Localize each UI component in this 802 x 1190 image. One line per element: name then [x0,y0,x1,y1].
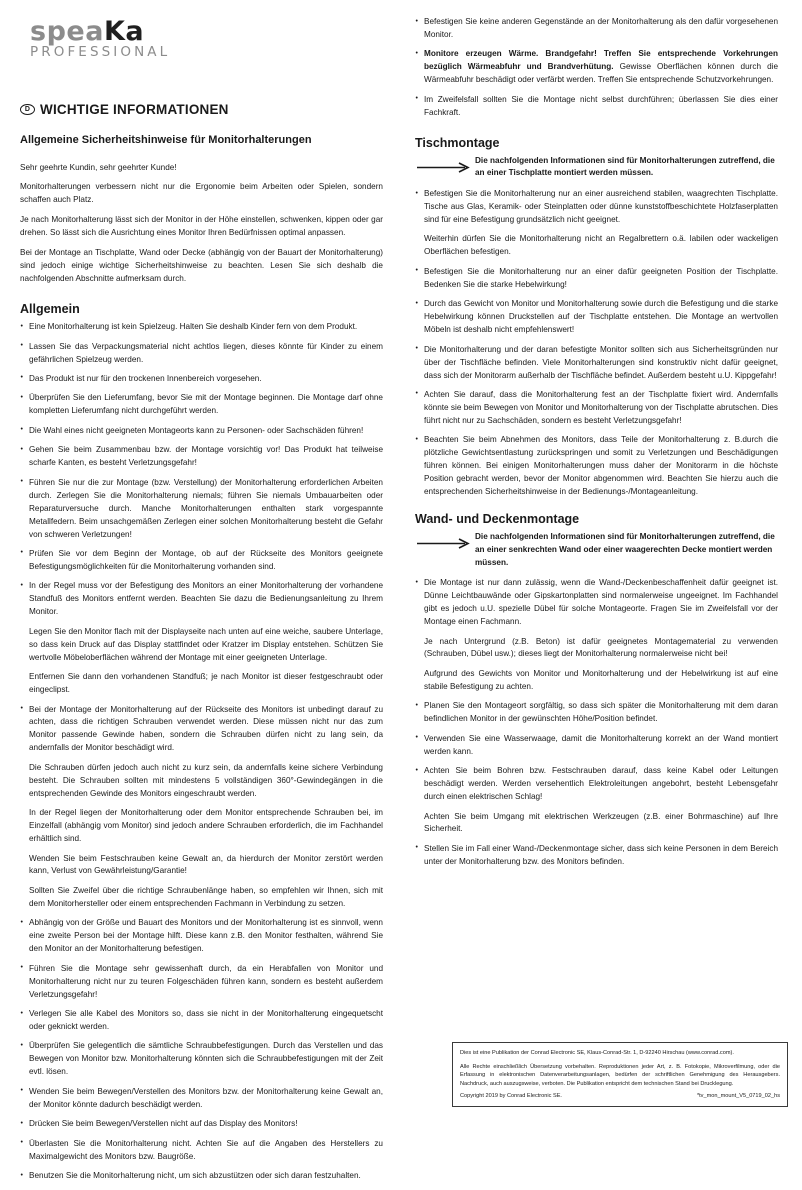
list-item: • Überlasten Sie die Monitorhalterung nicht. Achten Sie auf die Angaben des Herstellers zu Maximalgewicht des Monitors bzw. Baugröße. [20,1138,383,1164]
allgemein-bullet-list [20,321,383,1183]
wandmontage-callout-text: Die nachfolgenden Informationen sind für Monitorhalterungen zutreffend, die an einer senkrechten Wand oder einer waagerechten Decke montiert werden müssen. [475,532,775,567]
arrow-right-icon [417,155,473,178]
intro-paragraph: Monitorhalterungen verbessern nicht nur die Ergonomie beim Arbeiten oder Spielen, sondern schaffen auch Platz. [20,182,383,205]
logo-wordmark [30,18,383,45]
list-item-subparagraph: Die Schrauben dürfen jedoch auch nicht zu kurz sein, da andernfalls keine sichere Verbindung besteht. Die Schrauben sollten mit mindestens 5 vollständigen 360°-Gewindegängen in die entsprechenden Gewinde des Monitors eingeschraubt werden. [29,762,383,798]
list-item-subparagraph: Wenden Sie beim Festschrauben keine Gewalt an, da hierdurch der Monitor zerstört werden kann, Verlust von Gewährleistung/Garantie! [29,853,383,876]
list-item: • Verlegen Sie alle Kabel des Monitors so, dass sie nicht in der Monitorhalterung eingequetscht oder geknickt werden. [20,1008,383,1034]
list-item: • Achten Sie darauf, dass die Monitorhalterung fest an der Tischplatte fixiert wird. Andernfalls könnte sie beim Bewegen von Monitor und Monitorhalterung von der Tischplatte abrutschen. Dies führt nicht nur zu Sachschäden, sondern es besteht Verletzungsgefahr! [415,389,778,428]
tischmontage-callout-text: Die nachfolgenden Informationen sind für Monitorhalterungen zutreffend, die an einer Tischplatte montiert werden müssen. [475,155,775,178]
list-item: • Monitore erzeugen Wärme. Brandgefahr! Treffen Sie entsprechende Vorkehrungen bezüglich Wärmeabfuhr und Brandverhütung. Gewisse Oberflächen können durch die Wärmeabfuhr beschädigt oder verfärbt werden. Treffen Sie entsprechende Schutzvorkehrungen. [415,48,778,87]
list-item: • Führen Sie nur die zur Montage (bzw. Verstellung) der Monitorhalterung erforderlichen Arbeiten durch. Zerlegen Sie die Monitorhalterung niemals; führen Sie niemals Umbauarbeiten oder Reparaturversuche durch. Manche Monitorhalterungen enthalten stark vorgespannte Metallfedern. Beim unsachgemäßen Zerlegen einer solchen Monitorhalterung besteht die Gefahr von schweren Verletzungen! [20,477,383,542]
list-item-subparagraph: Entfernen Sie dann den vorhandenen Standfuß; je nach Monitor ist dieser festgeschraubt oder eingeclipst. [29,672,383,695]
list-item: • Gehen Sie beim Zusammenbau bzw. der Montage vorsichtig vor! Das Produkt hat teilweise scharfe Kanten, es besteht Verletzungsgefahr! [20,444,383,470]
logo-subtext: PROFESSIONAL [30,44,171,60]
left-column [12,16,391,1190]
page-title-text: WICHTIGE INFORMATIONEN [40,101,229,117]
list-item: • Überprüfen Sie den Lieferumfang, bevor Sie mit der Montage beginnen. Die Montage darf ohne kompletten Lieferumfang nicht durchgeführt werden. [20,392,383,418]
list-item: • Wenden Sie beim Bewegen/Verstellen des Monitors bzw. der Monitorhalterung keine Gewalt an, der Monitor könnte dadurch beschädigt werden. [20,1086,383,1112]
list-item: • Achten Sie beim Bohren bzw. Festschrauben darauf, dass keine Kabel oder Leitungen beschädigt werden. Werden versehentlich Elektroleitungen angebohrt, besteht Lebensgefahr durch einen elektrischen Schlag! Achten Sie beim Umgang mit elektrischen Werkzeugen (z.B. einer Bohrmaschine) auf Ihre Sicherheit. [415,765,778,836]
list-item: • Befestigen Sie die Monitorhalterung nur an einer dafür geeigneten Position der Tischplatte. Bedenken Sie die starke Hebelwirkung! [415,266,778,292]
list-item-subparagraph: Legen Sie den Monitor flach mit der Displayseite nach unten auf eine weiche, saubere Unterlage, so dass kein Druck auf das Display stattfindet oder Kratzer im Display entstehen. Schützen Sie wertvolle Möbeloberflächen während der Montage mit einer geeigneten Unterlage. [29,626,383,662]
logo-text-primary: spea [30,16,104,47]
list-item: • Drücken Sie beim Bewegen/Verstellen nicht auf das Display des Monitors! [20,1118,383,1131]
list-item-subparagraph: Sollten Sie Zweifel über die richtige Schraubenlänge haben, so empfehlen wir Ihnen, sich mit dem Monitorhersteller oder einem entsprechenden Fachmann in Verbindung zu setzen. [29,885,383,908]
list-item: • Die Wahl eines nicht geeigneten Montageorts kann zu Personen- oder Sachschäden führen! [20,425,383,438]
page-title [20,102,383,117]
wandmontage-bullet-list [415,577,778,869]
page-subtitle: Allgemeine Sicherheitshinweise für Monitorhalterungen [20,133,312,146]
list-item-subparagraph: Aufgrund des Gewichts von Monitor und Monitorhalterung und der Hebelwirkung ist auf eine stabile Befestigung zu achten. [424,668,778,691]
list-item: • Lassen Sie das Verpackungsmaterial nicht achtlos liegen, dieses könnte für Kinder zu einem gefährlichen Spielzeug werden. [20,341,383,367]
list-item: • Verwenden Sie eine Wasserwaage, damit die Monitorhalterung korrekt an der Wand montiert werden kann. [415,733,778,759]
list-item: • Beachten Sie beim Abnehmen des Monitors, dass Teile der Monitorhalterung z. B.durch die plötzliche Gewichtsentlastung zurückspringen und somit zu Verletzungen und Beschädigungen führen können. Bei einigen Monitorhalterungen muss daher der Monitorarm in die höchste Position gebracht werden, bevor der Monitor abgenommen wird. Beachten Sie hierzu auch die entsprechenden Sicherheitshinweise in der Bedienungs-/Montageanleitung. [415,434,778,499]
brand-logo [30,18,383,60]
logo-text-accent: Ka [103,16,145,47]
intro-paragraph: Bei der Montage an Tischplatte, Wand oder Decke (abhängig von der Bauart der Monitorhalterung) sind jedoch einige wichtige Sicherheitshinweise zu beachten. Lesen Sie sich deshalb die nachfolgenden Abschnitte aufmerksam durch. [20,248,383,284]
intro-section [20,162,383,287]
wandmontage-callout [415,531,778,569]
right-column [407,16,786,1190]
imprint-footer-row [460,1093,780,1099]
list-item: • Befestigen Sie keine anderen Gegenstände an der Monitorhalterung als den dafür vorgesehenen Monitor. [415,16,778,42]
imprint-box [452,1042,788,1107]
intro-paragraph: Je nach Monitorhalterung lässt sich der Monitor in der Höhe einstellen, schwenken, kippen oder gar drehen. So lässt sich die Ausrichtung eines Monitor Ihren Bedürfnissen optimal anpassen. [20,215,383,238]
list-item: • In der Regel muss vor der Befestigung des Monitors an einer Monitorhalterung der vorhandene Standfuß des Monitors entfernt werden. Beachten Sie dazu die Bedienungsanleitung zu Ihrem Monitor. Legen Sie den Monitor flach mit der Displayseite nach unten auf eine weiche, saubere Unterlage, so dass kein Druck auf das Display stattfindet oder Kratzer im Display entstehen. Schützen Sie wertvolle Möbeloberflächen während der Montage mit einer geeigneten Unterlage. Entfernen Sie dann den vorhandenen Standfuß; je nach Monitor ist dieser festgeschraubt oder eingeclipst. [20,580,383,697]
list-item: • Führen Sie die Montage sehr gewissenhaft durch, da ein Herabfallen von Monitor und Monitorhalterung nicht nur zu teuren Folgeschäden führen kann, sondern es besteht außerdem Verletzungsgefahr! [20,963,383,1002]
list-item-emphasis: Monitore erzeugen Wärme. Brandgefahr! Treffen Sie entsprechende Vorkehrungen bezüglich Wärmeabfuhr und Brandverhütung. [424,49,778,72]
list-item-subparagraph: Achten Sie beim Umgang mit elektrischen Werkzeugen (z.B. einer Bohrmaschine) auf Ihre Sicherheit. [424,811,778,834]
list-item: • Durch das Gewicht von Monitor und Monitorhalterung sowie durch die Befestigung und die starke Hebelwirkung können Druckstellen auf der Tischplatte entstehen. Die Montage an wertvollen Möbeln ist deshalb nicht empfehlenswert! [415,298,778,337]
section-heading-allgemein: Allgemein [20,302,80,317]
list-item: • Überprüfen Sie gelegentlich die sämtliche Schraubbefestigungen. Durch das Verstellen und das Bewegen von Monitor bzw. Monitorhalterung könnten sich die Schraubbefestigungen mit der Zeit evtl. lösen. [20,1040,383,1079]
list-item: • Das Produkt ist nur für den trockenen Innenbereich vorgesehen. [20,373,383,386]
language-badge-icon: D [20,104,35,115]
list-item: • Stellen Sie im Fall einer Wand-/Deckenmontage sicher, dass sich keine Personen in dem Bereich unter der Monitorhalterung bzw. des Monitors befinden. [415,843,778,869]
imprint-rights: Alle Rechte einschließlich Übersetzung vorbehalten. Reproduktionen jeder Art, z. B. Fotokopie, Mikroverfilmung, oder die Erfassung in elektronischen Datenverarbeitungsanlagen, bedürfen der schriftlichen Genehmigung des Herausgebers. Nachdruck, auch auszugsweise, verboten. Die Publikation entspricht dem technischen Stand bei Drucklegung. [460,1063,780,1087]
imprint-copyright: Copyright 2019 by Conrad Electronic SE. [460,1093,562,1099]
intro-salutation: Sehr geehrte Kundin, sehr geehrter Kunde! [20,162,177,172]
allgemein-continued-list [415,16,778,120]
list-item: • Eine Monitorhalterung ist kein Spielzeug. Halten Sie deshalb Kinder fern von dem Produkt. [20,321,383,334]
list-item: • Die Monitorhalterung und der daran befestigte Monitor sollten sich aus Sicherheitsgründen nur über der Tischfläche befinden. Viele Monitorhalterungen sind konstruktiv nicht dafür geeignet, dass sich der Monitorarm außerhalb der Tischfläche befindet. Außerdem besteht u.U. Kippgefahr! [415,344,778,383]
list-item-subparagraph: Weiterhin dürfen Sie die Monitorhalterung nicht an Regalbrettern o.ä. labilen oder wackeligen Oberflächen befestigen. [424,234,778,257]
list-item: • Im Zweifelsfall sollten Sie die Montage nicht selbst durchführen; überlassen Sie dies einer Fachkraft. [415,94,778,120]
section-heading-wandmontage: Wand- und Deckenmontage [415,512,580,527]
imprint-document-code: *tv_mon_mount_V5_0719_02_hs [696,1093,780,1099]
list-item: • Prüfen Sie vor dem Beginn der Montage, ob auf der Rückseite des Monitors geeignete Befestigungsmöglichkeiten für die Monitorhalterung vorhanden sind. [20,548,383,574]
list-item: • Bei der Montage der Monitorhalterung auf der Rückseite des Monitors ist unbedingt darauf zu achten, dass die richtigen Schrauben verwendet werden. Diese müssen nicht nur das zum Monitor passende Gewinde haben, sondern die Schrauben dürfen nicht zu lang sein, da andernfalls der Monitor beschädigt wird. Die Schrauben dürfen jedoch auch nicht zu kurz sein, da andernfalls keine sichere Verbindung besteht. Die Schrauben sollten mit mindestens 5 vollständigen 360°-Gewindegängen in die entsprechenden Gewinde des Monitors eingeschraubt werden. In der Regel liegen der Monitorhalterung oder dem Monitor entsprechende Schrauben bei, im Einzelfall (abhängig vom Monitor) sind jedoch andere Schrauben erforderlich, die im Fachhandel erhältlich sind. Wenden Sie beim Festschrauben keine Gewalt an, da hierdurch der Monitor zerstört werden kann, Verlust von Gewährleistung/Garantie! Sollten Sie Zweifel über die richtige Schraubenlänge haben, so empfehlen wir Ihnen, sich mit dem Monitorhersteller oder einem entsprechenden Fachmann in Verbindung zu setzen. [20,704,383,911]
list-item: • Befestigen Sie die Monitorhalterung nur an einer ausreichend stabilen, waagrechten Tischplatte. Tische aus Glas, Keramik- oder Steinplatten oder dünne kunststoffbeschichtete Holzfaserplatten sind für eine Befestigung grundsätzlich nicht geeignet. Weiterhin dürfen Sie die Monitorhalterung nicht an Regalbrettern o.ä. labilen oder wackeligen Oberflächen befestigen. [415,188,778,259]
arrow-right-icon [417,531,473,554]
section-heading-tischmontage: Tischmontage [415,135,500,150]
imprint-publisher: Dies ist eine Publikation der Conrad Electronic SE, Klaus-Conrad-Str. 1, D-92240 Hirschau (www.conrad.com). [460,1050,734,1056]
tischmontage-callout [415,155,778,180]
tischmontage-bullet-list [415,188,778,499]
list-item: • Abhängig von der Größe und Bauart des Monitors und der Monitorhalterung ist es sinnvoll, wenn eine zweite Person bei der Montage hilft. Diese kann z.B. den Monitor festhalten, während Sie den Monitor an der Monitorhalterung befestigen. [20,917,383,956]
list-item: • Die Montage ist nur dann zulässig, wenn die Wand-/Deckenbeschaffenheit dafür geeignet ist. Dünne Leichtbauwände oder Gipskartonplatten sind normalerweise ungeeignet. Im Fachhandel gibt es jedoch u.U. spezielle Dübel für solche Montageorte. Fragen Sie im Zweifelsfall vor der Montage einen Fachmann. Je nach Untergrund (z.B. Beton) ist dafür geeignetes Montagematerial zu verwenden (Schrauben, Dübel usw.); dieses liegt der Monitorhalterung normalerweise nicht bei! Aufgrund des Gewichts von Monitor und Monitorhalterung und der Hebelwirkung ist auf eine stabile Befestigung zu achten. [415,577,778,694]
list-item-subparagraph: In der Regel liegen der Monitorhalterung oder dem Monitor entsprechende Schrauben bei, im Einzelfall (abhängig vom Monitor) sind jedoch andere Schrauben erforderlich, die im Fachhandel erhältlich sind. [29,808,383,844]
list-item: • Planen Sie den Montageort sorgfältig, so dass sich später die Monitorhalterung mit dem daran befindlichen Monitor in der gewünschten Höhe/Position befindet. [415,700,778,726]
list-item: • Benutzen Sie die Monitorhalterung nicht, um sich abzustützen oder sich daran festzuhalten. [20,1170,383,1183]
list-item-subparagraph: Je nach Untergrund (z.B. Beton) ist dafür geeignetes Montagematerial zu verwenden (Schrauben, Dübel usw.); dieses liegt der Monitorhalterung normalerweise nicht bei! [424,636,778,659]
